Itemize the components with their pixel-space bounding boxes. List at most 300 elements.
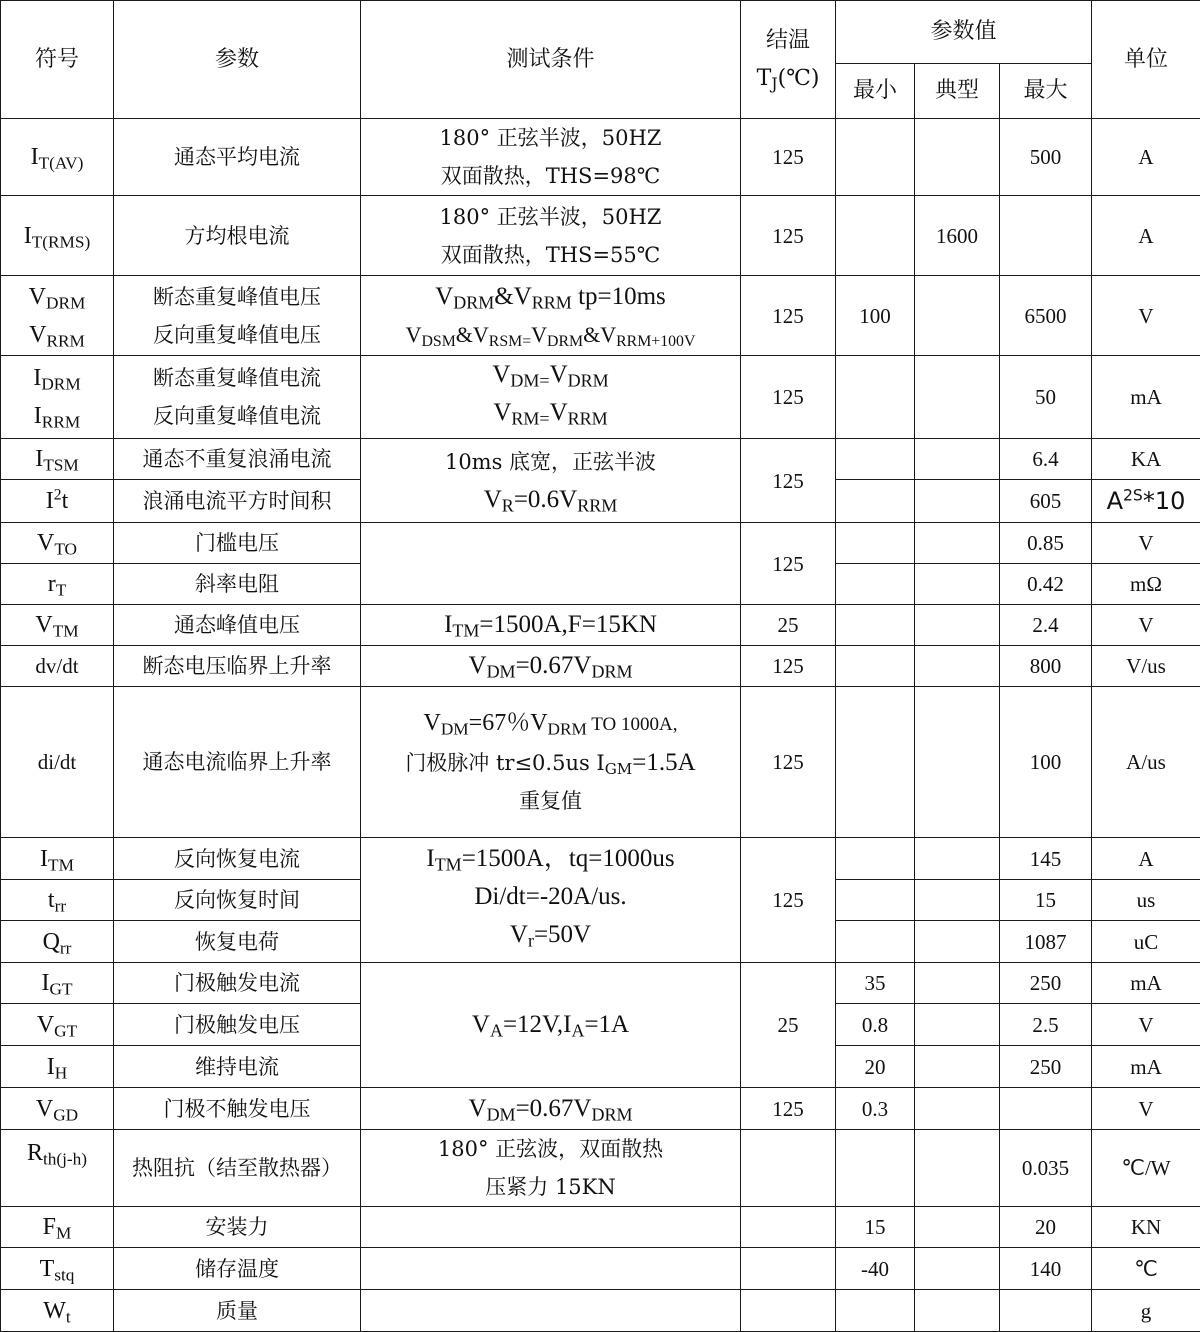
condition-cell xyxy=(361,119,741,196)
tj-cell: 125 xyxy=(741,687,836,838)
table-row-vtm xyxy=(1,605,1200,646)
param-cell: 反向恢复电流 xyxy=(114,838,361,880)
unit-tail: *10 xyxy=(1143,487,1186,515)
min-cell xyxy=(836,605,915,646)
table-row-vdrm xyxy=(1,276,1200,356)
tj-cell: 125 xyxy=(741,523,836,605)
cond-sub: DRM xyxy=(547,332,583,349)
param-line: 反向重复峰值电流 xyxy=(116,397,358,435)
min-cell: 35 xyxy=(836,963,915,1004)
param-cell: 质量 xyxy=(114,1290,361,1332)
table-row-itsm xyxy=(1,439,1200,480)
symbol-sub: M xyxy=(56,1223,71,1242)
typ-cell xyxy=(915,439,1000,480)
unit-cell: ℃ xyxy=(1092,1248,1200,1290)
symbol-sub: GT xyxy=(49,979,72,998)
param-cell: 门槛电压 xyxy=(114,523,361,564)
cond-sub: TM xyxy=(452,621,479,641)
table-row-rth xyxy=(1,1130,1200,1207)
typ-cell xyxy=(915,564,1000,605)
min-cell xyxy=(836,196,915,276)
typ-cell xyxy=(915,963,1000,1004)
condition-line xyxy=(363,704,738,744)
cond-sub: DRM xyxy=(591,662,632,682)
cond-text: I xyxy=(444,611,452,638)
cond-sub: RRM xyxy=(577,495,617,515)
condition-cell xyxy=(361,838,741,963)
header-tj-sub: J xyxy=(771,73,777,92)
param-cell: 门极触发电压 xyxy=(114,1004,361,1046)
typ-cell xyxy=(915,605,1000,646)
cond-sub: DM xyxy=(487,1104,516,1124)
tj-cell xyxy=(741,1207,836,1248)
symbol-cell xyxy=(1,1004,114,1046)
min-cell xyxy=(836,119,915,196)
symbol-cell xyxy=(1,480,114,523)
cond-sub: DM xyxy=(441,719,469,738)
condition-line: 双面散热，THS=55℃ xyxy=(363,236,738,274)
table-row-itm xyxy=(1,838,1200,880)
table-row-igt xyxy=(1,963,1200,1004)
param-cell: 恢复电荷 xyxy=(114,921,361,963)
symbol-main: r xyxy=(48,571,56,597)
symbol-cell xyxy=(1,1046,114,1088)
symbol-sub: DRM xyxy=(41,374,80,393)
condition-cell xyxy=(361,687,741,838)
condition-cell xyxy=(361,1130,741,1207)
symbol-cell xyxy=(1,196,114,276)
symbol-sub: TM xyxy=(48,855,74,874)
table-row-idrm xyxy=(1,356,1200,439)
condition-cell xyxy=(361,1088,741,1130)
max-cell: 6500 xyxy=(1000,276,1092,356)
tj-cell: 125 xyxy=(741,356,836,439)
table-row-vgd xyxy=(1,1088,1200,1130)
cond-sub: DSM xyxy=(421,332,455,349)
param-cell: 方均根电流 xyxy=(114,196,361,276)
symbol-sub: GD xyxy=(53,1105,78,1124)
max-cell: 605 xyxy=(1000,480,1092,523)
param-cell: 断态电压临界上升率 xyxy=(114,646,361,687)
symbol-sub: GT xyxy=(54,1021,77,1040)
cond-text: V xyxy=(550,399,568,426)
max-cell: 1087 xyxy=(1000,921,1092,963)
param-cell: 安装力 xyxy=(114,1207,361,1248)
symbol-main: I xyxy=(24,223,32,249)
symbol-cell xyxy=(1,963,114,1004)
cond-sub: GM xyxy=(605,760,633,778)
symbol-sub: th(j-h) xyxy=(43,1149,87,1168)
header-junction-temp xyxy=(741,1,836,119)
cond-sub: A xyxy=(571,1021,584,1041)
symbol-main: V xyxy=(29,322,46,348)
param-cell: 维持电流 xyxy=(114,1046,361,1088)
unit-cell: A xyxy=(1092,196,1200,276)
condition-line: 10ms 底宽，正弦半波 xyxy=(363,443,738,481)
cond-text: V xyxy=(510,921,528,948)
condition-cell xyxy=(361,963,741,1088)
condition-line: 180° 正弦半波，50HZ xyxy=(363,198,738,236)
cond-text: =67％V xyxy=(469,710,548,736)
symbol-cell xyxy=(1,119,114,196)
symbol-sub: T(AV) xyxy=(39,153,84,172)
min-cell: -40 xyxy=(836,1248,915,1290)
typ-cell xyxy=(915,119,1000,196)
symbol-main: I xyxy=(34,403,42,429)
header-typ: 典型 xyxy=(915,64,1000,119)
symbol-tail: t xyxy=(62,488,69,514)
param-line: 断态重复峰值电压 xyxy=(116,278,358,316)
condition-cell xyxy=(361,523,741,605)
symbol-cell xyxy=(1,1130,114,1207)
param-cell: 门极触发电流 xyxy=(114,963,361,1004)
symbol-main: F xyxy=(43,1214,56,1240)
header-max: 最大 xyxy=(1000,64,1092,119)
max-cell xyxy=(1000,1088,1092,1130)
condition-line xyxy=(363,916,738,954)
unit-cell: ℃/W xyxy=(1092,1130,1200,1207)
cond-sub: r xyxy=(528,931,534,951)
param-cell xyxy=(114,276,361,356)
symbol-sub: DRM xyxy=(46,293,85,312)
condition-cell xyxy=(361,276,741,356)
max-cell xyxy=(1000,1290,1092,1332)
param-cell: 通态不重复浪涌电流 xyxy=(114,439,361,480)
condition-line xyxy=(363,744,738,782)
cond-sub: RM= xyxy=(511,409,549,429)
symbol-main: V xyxy=(35,612,52,638)
cond-text: =0.67V xyxy=(516,1095,592,1122)
cond-text: 门极脉冲 tr≤0.5us I xyxy=(405,751,604,775)
unit-cell: A/us xyxy=(1092,687,1200,838)
symbol-cell xyxy=(1,1290,114,1332)
symbol-main: I xyxy=(33,365,41,391)
param-cell xyxy=(114,356,361,439)
table-row-wt xyxy=(1,1290,1200,1332)
typ-cell xyxy=(915,921,1000,963)
max-cell: 0.035 xyxy=(1000,1130,1092,1207)
condition-cell xyxy=(361,646,741,687)
table-row-vto xyxy=(1,523,1200,564)
header-parameter: 参数 xyxy=(114,1,361,119)
param-cell: 热阻抗（结至散热器） xyxy=(114,1130,361,1207)
min-cell xyxy=(836,687,915,838)
symbol-sub: H xyxy=(55,1063,67,1082)
tj-cell: 25 xyxy=(741,963,836,1088)
symbol-sub: T xyxy=(56,580,67,599)
typ-cell xyxy=(915,838,1000,880)
tj-cell: 25 xyxy=(741,605,836,646)
table-row-dvdt xyxy=(1,646,1200,687)
min-cell: 100 xyxy=(836,276,915,356)
symbol-main: I xyxy=(46,488,54,514)
cond-text: V xyxy=(531,322,547,347)
condition-line: 重复值 xyxy=(363,782,738,820)
symbol-line xyxy=(3,397,111,435)
cond-sub: DRM xyxy=(568,371,609,391)
min-cell: 15 xyxy=(836,1207,915,1248)
unit-cell: V xyxy=(1092,276,1200,356)
condition-line: 双面散热，THS=98℃ xyxy=(363,157,738,195)
condition-line xyxy=(363,278,738,316)
cond-text: V xyxy=(406,322,422,347)
param-cell: 储存温度 xyxy=(114,1248,361,1290)
cond-sub: RRM xyxy=(568,409,608,429)
tj-cell xyxy=(741,1130,836,1207)
unit-sup: 2S xyxy=(1123,486,1143,504)
unit-cell xyxy=(1092,480,1200,523)
symbol-cell xyxy=(1,1207,114,1248)
cond-text: =1500A,F=15KN xyxy=(479,611,657,638)
symbol-cell xyxy=(1,1248,114,1290)
table-row-fm xyxy=(1,1207,1200,1248)
condition-line xyxy=(363,840,738,878)
max-cell: 140 xyxy=(1000,1248,1092,1290)
symbol-sub: TM xyxy=(53,621,79,640)
unit-cell: A xyxy=(1092,838,1200,880)
unit-cell: KA xyxy=(1092,439,1200,480)
tj-cell: 125 xyxy=(741,646,836,687)
symbol-cell xyxy=(1,523,114,564)
cond-text: =0.67V xyxy=(516,652,592,679)
typ-cell xyxy=(915,880,1000,921)
cond-text: =12V,I xyxy=(503,1011,572,1038)
max-cell: 250 xyxy=(1000,963,1092,1004)
max-cell xyxy=(1000,196,1092,276)
cond-sub: DM= xyxy=(510,371,549,391)
min-cell xyxy=(836,480,915,523)
header-symbol: 符号 xyxy=(1,1,114,119)
condition-line xyxy=(363,481,738,519)
cond-text: V xyxy=(435,283,453,310)
param-cell: 门极不触发电压 xyxy=(114,1088,361,1130)
typ-cell xyxy=(915,276,1000,356)
tj-cell: 125 xyxy=(741,1088,836,1130)
table-row-tstq xyxy=(1,1248,1200,1290)
symbol-sup: 2 xyxy=(54,486,62,503)
cond-sub: DM xyxy=(487,662,516,682)
typ-cell xyxy=(915,523,1000,564)
cond-text: =50V xyxy=(534,921,591,948)
condition-line xyxy=(363,356,738,394)
symbol-line xyxy=(3,278,111,316)
header-min: 最小 xyxy=(836,64,915,119)
param-cell: 斜率电阻 xyxy=(114,564,361,605)
tj-cell: 125 xyxy=(741,838,836,963)
typ-cell xyxy=(915,1248,1000,1290)
symbol-main: V xyxy=(36,1096,53,1122)
header-tj-line2 xyxy=(743,60,833,98)
cond-text: =0.6V xyxy=(514,486,577,513)
max-cell: 6.4 xyxy=(1000,439,1092,480)
tj-cell: 125 xyxy=(741,439,836,523)
tj-cell xyxy=(741,1290,836,1332)
unit-cell: mA xyxy=(1092,1046,1200,1088)
unit-cell: KN xyxy=(1092,1207,1200,1248)
min-cell xyxy=(836,1130,915,1207)
min-cell xyxy=(836,439,915,480)
symbol-sub: T(RMS) xyxy=(32,232,91,251)
condition-line: 压紧力 15KN xyxy=(363,1168,738,1206)
condition-cell xyxy=(361,605,741,646)
typ-cell xyxy=(915,687,1000,838)
symbol-sub: TO xyxy=(54,539,77,558)
cond-sub: R xyxy=(502,495,514,515)
max-cell: 15 xyxy=(1000,880,1092,921)
min-cell xyxy=(836,921,915,963)
symbol-cell xyxy=(1,838,114,880)
typ-cell xyxy=(915,1130,1000,1207)
unit-cell: mΩ xyxy=(1092,564,1200,605)
condition-cell xyxy=(361,196,741,276)
symbol-main: I xyxy=(47,1054,55,1080)
cond-sub: A xyxy=(490,1021,503,1041)
min-cell xyxy=(836,564,915,605)
symbol-main: I xyxy=(31,144,39,170)
typ-cell xyxy=(915,1290,1000,1332)
symbol-sub: RRM xyxy=(42,412,80,431)
cond-text: V xyxy=(550,361,568,388)
symbol-cell xyxy=(1,605,114,646)
condition-line: 180° 正弦半波，50HZ xyxy=(363,119,738,157)
unit-cell: V xyxy=(1092,1004,1200,1046)
min-cell: 20 xyxy=(836,1046,915,1088)
typ-cell xyxy=(915,1004,1000,1046)
symbol-sub: t xyxy=(66,1307,71,1326)
cond-text: &V xyxy=(494,283,532,310)
cond-sub: DRM xyxy=(591,1104,632,1124)
unit-cell: V/us xyxy=(1092,646,1200,687)
typ-cell xyxy=(915,1088,1000,1130)
unit-cell: mA xyxy=(1092,963,1200,1004)
symbol-main: V xyxy=(37,530,54,556)
param-line: 反向重复峰值电压 xyxy=(116,316,358,354)
tj-cell: 125 xyxy=(741,196,836,276)
cond-sub: TM xyxy=(435,855,462,875)
cond-text: V xyxy=(484,486,502,513)
symbol-cell: di/dt xyxy=(1,687,114,838)
unit-cell: mA xyxy=(1092,356,1200,439)
typ-cell: 1600 xyxy=(915,196,1000,276)
cond-text: V xyxy=(469,652,487,679)
symbol-line xyxy=(3,359,111,397)
max-cell: 2.4 xyxy=(1000,605,1092,646)
symbol-cell xyxy=(1,356,114,439)
typ-cell xyxy=(915,356,1000,439)
max-cell: 100 xyxy=(1000,687,1092,838)
cond-text: V xyxy=(493,399,511,426)
symbol-sub: TSM xyxy=(43,455,79,474)
symbol-cell xyxy=(1,921,114,963)
symbol-cell xyxy=(1,1088,114,1130)
header-tj-line1: 结温 xyxy=(743,22,833,60)
symbol-sub: RRM xyxy=(46,331,84,350)
unit-cell: V xyxy=(1092,605,1200,646)
cond-text: =1A xyxy=(584,1011,629,1038)
unit-cell: us xyxy=(1092,880,1200,921)
max-cell: 0.42 xyxy=(1000,564,1092,605)
table-row-itav xyxy=(1,119,1200,196)
unit-cell: V xyxy=(1092,523,1200,564)
cond-sub: DRM xyxy=(453,292,494,312)
typ-cell xyxy=(915,480,1000,523)
max-cell: 2.5 xyxy=(1000,1004,1092,1046)
symbol-sub: rr xyxy=(55,896,67,915)
cond-sub: RRM+100V xyxy=(616,332,695,349)
cond-text: V xyxy=(469,1095,487,1122)
symbol-main: I xyxy=(35,446,43,472)
table-row-itrms xyxy=(1,196,1200,276)
header-tj-unit: (℃) xyxy=(778,66,820,91)
symbol-main: T xyxy=(40,1256,55,1282)
max-cell: 800 xyxy=(1000,646,1092,687)
condition-line: Di/dt=-20A/us. xyxy=(363,878,738,916)
cond-text: TO 1000A, xyxy=(587,714,678,735)
typ-cell xyxy=(915,1046,1000,1088)
min-cell xyxy=(836,838,915,880)
header-unit: 单位 xyxy=(1092,1,1200,119)
max-cell: 20 xyxy=(1000,1207,1092,1248)
param-cell: 通态平均电流 xyxy=(114,119,361,196)
symbol-sub: rr xyxy=(60,938,72,957)
min-cell xyxy=(836,523,915,564)
cond-sub: RSM= xyxy=(489,332,531,349)
header-values: 参数值 xyxy=(836,1,1092,64)
max-cell: 500 xyxy=(1000,119,1092,196)
symbol-main: t xyxy=(48,887,55,913)
max-cell: 250 xyxy=(1000,1046,1092,1088)
cond-text: V xyxy=(492,361,510,388)
min-cell xyxy=(836,356,915,439)
unit-cell: uC xyxy=(1092,921,1200,963)
param-line: 断态重复峰值电流 xyxy=(116,359,358,397)
cond-text: V xyxy=(472,1011,490,1038)
unit-cell: A xyxy=(1092,119,1200,196)
condition-cell xyxy=(361,1207,741,1248)
symbol-cell xyxy=(1,564,114,605)
param-cell: 反向恢复时间 xyxy=(114,880,361,921)
symbol-line xyxy=(3,316,111,354)
condition-line xyxy=(363,394,738,432)
cond-text: =1500A，tq=1000us xyxy=(462,845,675,872)
unit-cell: g xyxy=(1092,1290,1200,1332)
cond-text: =1.5A xyxy=(632,749,695,776)
cond-sub: RRM xyxy=(532,292,572,312)
param-cell: 浪涌电流平方时间积 xyxy=(114,480,361,523)
header-row xyxy=(1,1,1200,64)
symbol-cell: dv/dt xyxy=(1,646,114,687)
min-cell: 0.8 xyxy=(836,1004,915,1046)
symbol-cell xyxy=(1,276,114,356)
max-cell: 50 xyxy=(1000,356,1092,439)
param-cell: 通态峰值电压 xyxy=(114,605,361,646)
cond-text: &V xyxy=(456,322,489,347)
symbol-main: I xyxy=(41,970,49,996)
symbol-cell xyxy=(1,439,114,480)
condition-cell xyxy=(361,1290,741,1332)
symbol-main: Q xyxy=(43,929,60,955)
tj-cell: 125 xyxy=(741,119,836,196)
header-tj-t: T xyxy=(757,66,772,91)
typ-cell xyxy=(915,646,1000,687)
tj-cell xyxy=(741,1248,836,1290)
condition-line xyxy=(363,316,738,354)
symbol-main: V xyxy=(37,1012,54,1038)
symbol-main: V xyxy=(29,284,46,310)
header-conditions: 测试条件 xyxy=(361,1,741,119)
param-cell: 通态电流临界上升率 xyxy=(114,687,361,838)
symbol-main: I xyxy=(40,846,48,872)
